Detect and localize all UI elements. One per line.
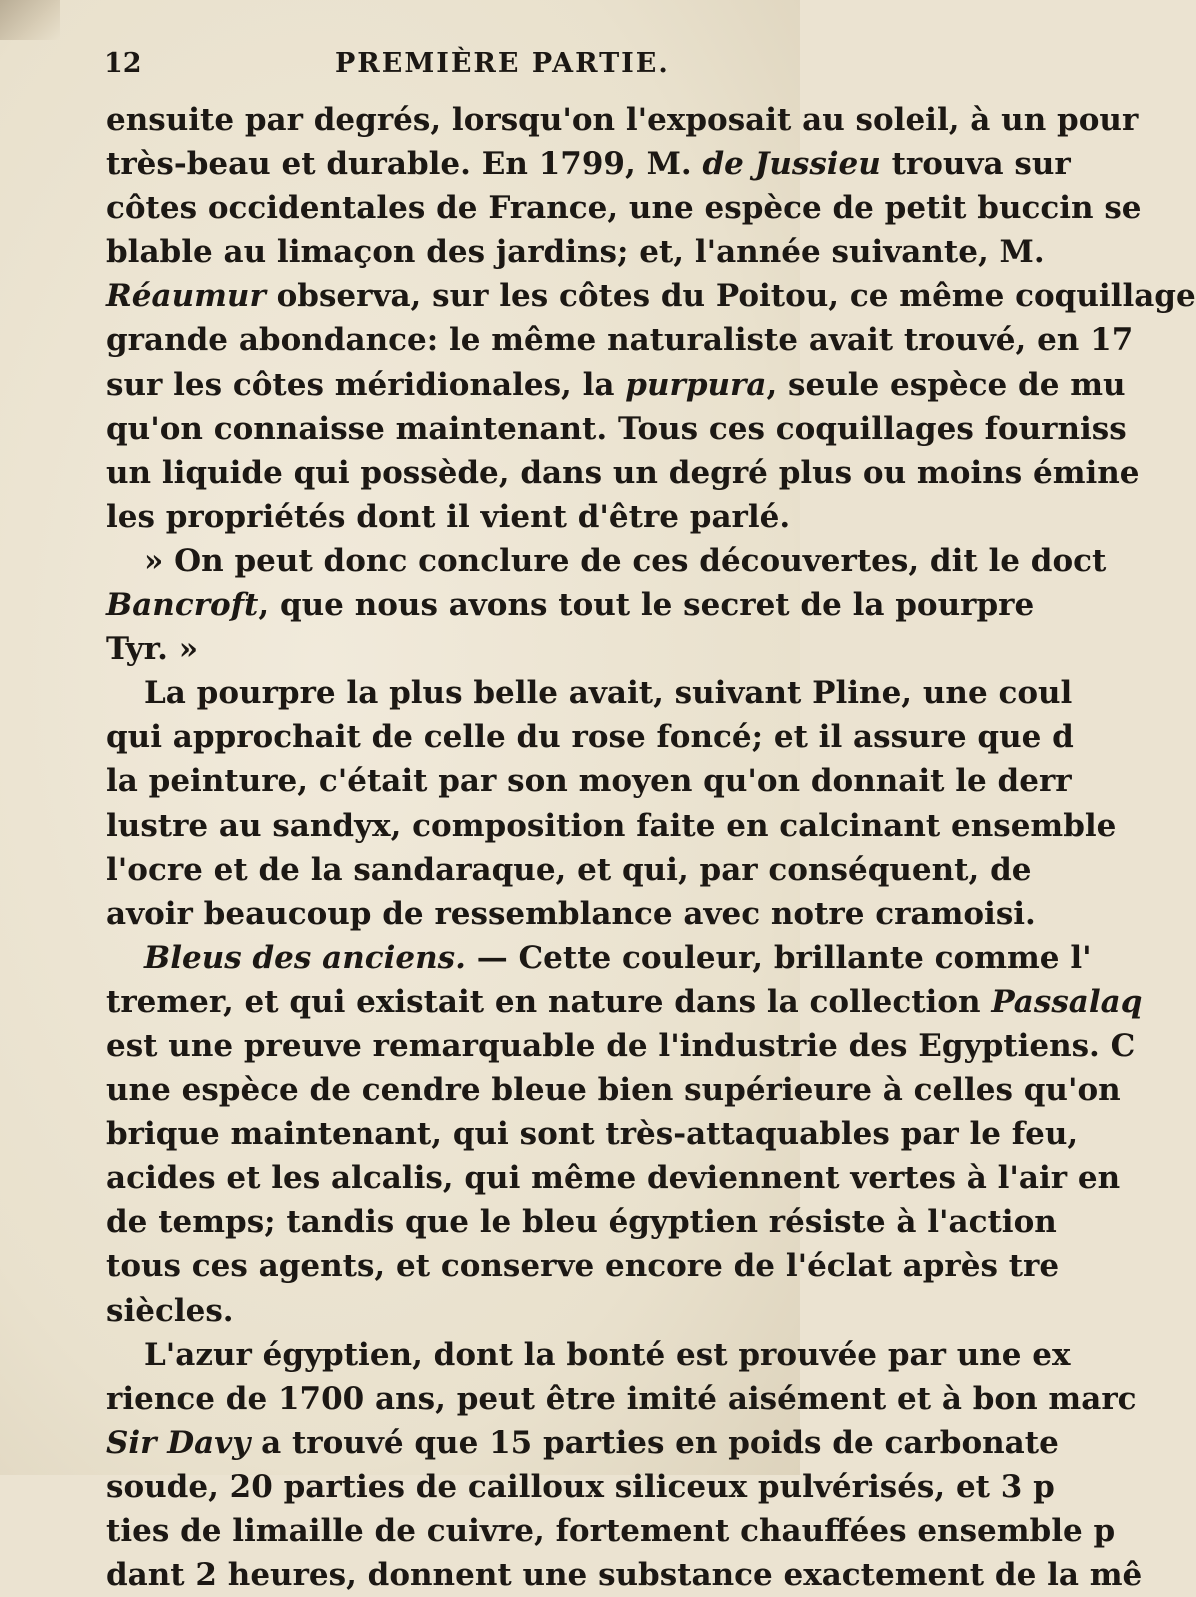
text-segment: — Cette couleur, brillante comme l' — [465, 939, 1092, 976]
text-segment: blable au limaçon des jardins; et, l'année suivante, M. — [106, 234, 1045, 271]
text-segment: trouva sur — [880, 146, 1071, 183]
italic-segment: Passalaq — [991, 983, 1143, 1020]
text-line — [106, 1024, 1136, 1068]
text-segment: tous ces agents, et conserve encore de l'éclat après tre — [106, 1248, 1060, 1285]
text-segment: a trouvé que 15 parties en poids de carbonate — [250, 1424, 1059, 1461]
body-text — [106, 98, 1196, 1594]
text-line — [106, 627, 800, 671]
text-segment: une espèce de cendre bleue bien supérieure à celles qu'on — [106, 1072, 1121, 1109]
text-segment: L'azur égyptien, dont la bonté est prouvée par une ex — [144, 1336, 1071, 1373]
text-line — [106, 980, 1143, 1024]
text-line — [106, 230, 1045, 274]
text-line — [106, 1553, 1143, 1597]
text-segment: très-beau et durable. En 1799, M. — [106, 146, 703, 183]
text-line — [106, 363, 1126, 407]
text-line — [106, 98, 1139, 142]
text-line — [106, 1421, 1059, 1465]
text-segment: côtes occidentales de France, une espèce de petit buccin se — [106, 190, 1142, 227]
text-line — [106, 495, 800, 539]
text-line — [106, 848, 1032, 892]
italic-segment: purpura — [625, 366, 767, 403]
text-segment: sur les côtes méridionales, la — [106, 366, 626, 403]
text-line — [106, 407, 1127, 451]
text-segment: un liquide qui possède, dans un degré plus ou moins émine — [106, 454, 1140, 491]
text-line — [106, 142, 1071, 186]
text-line — [106, 1377, 1137, 1421]
text-segment: observa, sur les côtes du Poitou, ce même coquillage — [265, 278, 1196, 315]
text-line — [106, 1289, 800, 1333]
text-line — [106, 274, 1196, 318]
text-segment: dant 2 heures, donnent une substance exactement de la mê — [106, 1557, 1143, 1594]
text-line — [106, 1465, 1055, 1509]
text-line — [106, 1156, 1121, 1200]
text-line — [106, 318, 1134, 362]
text-line — [106, 1509, 1116, 1553]
text-line — [106, 451, 1140, 495]
italic-segment: Sir Davy — [106, 1424, 251, 1461]
text-line — [106, 539, 1107, 583]
text-segment: ties de limaille de cuivre, fortement chauffées ensemble p — [106, 1513, 1116, 1549]
text-line — [106, 1333, 1071, 1377]
text-segment: rience de 1700 ans, peut être imité aisément et à bon marc — [106, 1380, 1137, 1417]
text-segment: qu'on connaisse maintenant. Tous ces coquillages fourniss — [106, 410, 1127, 447]
text-segment: lustre au sandyx, composition faite en calcinant ensemble — [106, 807, 1117, 844]
italic-segment: Réaumur — [106, 278, 266, 315]
text-line — [106, 715, 1074, 759]
page-number: 12 — [104, 48, 142, 79]
text-segment: Tyr. » — [106, 631, 199, 668]
text-segment: acides et les alcalis, qui même deviennent vertes à l'air en — [106, 1160, 1121, 1197]
running-title: PREMIÈRE PARTIE. — [335, 48, 670, 79]
text-line — [106, 759, 1072, 803]
text-segment: qui approchait de celle du rose foncé; et il assure que d — [106, 719, 1074, 756]
text-line — [106, 1244, 1060, 1288]
page-corner-shadow — [0, 0, 60, 40]
text-segment: brique maintenant, qui sont très-attaquables par le feu, — [106, 1116, 1079, 1153]
italic-segment: Bleus des anciens. — [144, 939, 466, 976]
text-line — [106, 1200, 1057, 1244]
text-segment: , seule espèce de mu — [766, 366, 1126, 403]
italic-segment: Bancroft — [106, 587, 259, 624]
page-header — [0, 44, 800, 84]
text-segment: de temps; tandis que le bleu égyptien résiste à l'action — [106, 1204, 1057, 1241]
text-segment: La pourpre la plus belle avait, suivant Pline, une coul — [144, 675, 1073, 712]
text-line — [106, 936, 1092, 980]
text-segment: les propriétés dont il vient d'être parlé. — [106, 498, 791, 535]
text-line — [106, 804, 1117, 848]
text-segment: l'ocre et de la sandaraque, et qui, par conséquent, de — [106, 851, 1032, 888]
text-line — [106, 186, 1142, 230]
text-line — [106, 892, 1036, 936]
text-segment: » On peut donc conclure de ces découvertes, dit le doct — [144, 542, 1107, 579]
text-line — [106, 583, 1035, 627]
text-segment: soude, 20 parties de cailloux siliceux pulvérisés, et 3 p — [106, 1468, 1055, 1505]
text-segment: est une preuve remarquable de l'industrie des Egyptiens. C — [106, 1027, 1136, 1064]
text-line — [106, 1068, 1121, 1112]
text-segment: grande abondance: le même naturaliste avait trouvé, en 17 — [106, 322, 1134, 359]
text-segment: la peinture, c'était par son moyen qu'on donnait le derr — [106, 763, 1072, 800]
text-segment: siècles. — [106, 1292, 234, 1329]
text-segment: , que nous avons tout le secret de la pourpre — [258, 587, 1035, 624]
text-line — [106, 1112, 1079, 1156]
text-segment: tremer, et qui existait en nature dans la collection — [106, 983, 992, 1020]
text-segment: avoir beaucoup de ressemblance avec notre cramoisi. — [106, 895, 1036, 932]
text-segment: ensuite par degrés, lorsqu'on l'exposait au soleil, à un pour — [106, 102, 1139, 138]
text-line — [106, 671, 1073, 715]
italic-segment: de Jussieu — [702, 146, 881, 183]
